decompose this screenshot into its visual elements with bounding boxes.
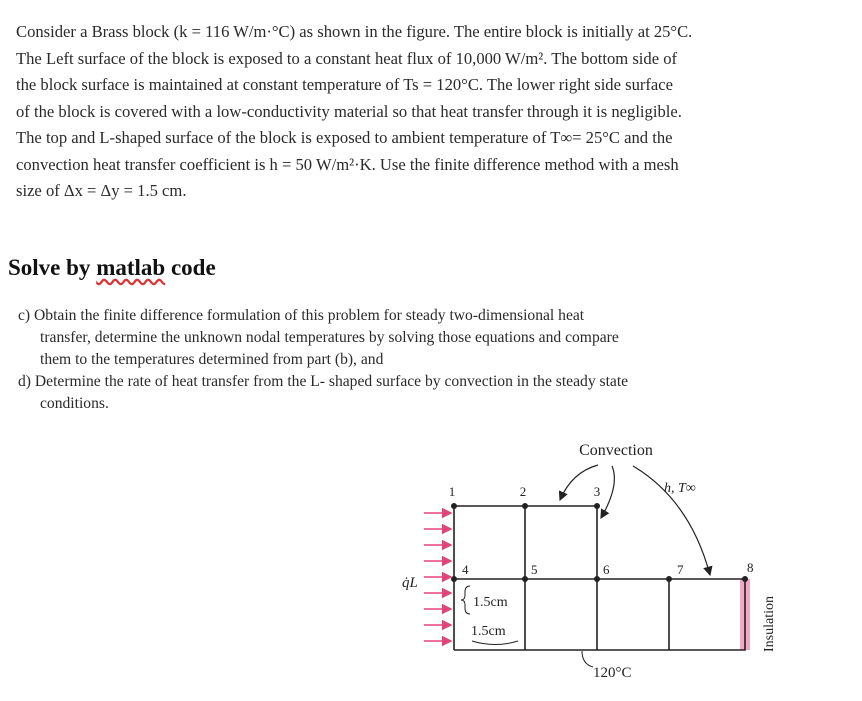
part-d-line-1: d) Determine the rate of heat transfer from the L- shaped surface by convection in the steady state: [18, 373, 629, 390]
node-2: [522, 503, 528, 509]
h-tinf-label: h, T∞: [664, 481, 696, 496]
problem-line-1: Consider a Brass block (k = 116 W/m·°C) as shown in the figure. The entire block is initially at 25°C.: [16, 22, 693, 41]
node-5: [522, 576, 528, 582]
bottom-temp-label: 120°C: [593, 665, 632, 681]
spacing-label-x: 1.5cm: [473, 595, 508, 610]
heading-suffix: code: [165, 255, 216, 280]
problem-line-4: of the block is covered with a low-conductivity material so that heat transfer through it is negligible.: [16, 101, 682, 121]
problem-line-2: The Left surface of the block is exposed to a constant heat flux of 10,000 W/m². The bottom side of: [16, 48, 678, 68]
part-d-line-2: conditions.: [40, 395, 109, 412]
part-c-line-2: transfer, determine the unknown nodal temperatures by solving those equations and compare: [40, 329, 619, 346]
problem-line-3: the block surface is maintained at constant temperature of Ts = 120°C. The lower right side surface: [16, 75, 674, 94]
node-label-1: 1: [448, 484, 456, 499]
node-label-3: 3: [593, 484, 601, 499]
node-label-6: 6: [603, 562, 610, 577]
bottom-temp-leader: [582, 651, 593, 667]
node-7: [666, 576, 672, 582]
part-c-line-1: c) Obtain the finite difference formulation of this problem for steady two-dimensional heat: [18, 307, 585, 324]
node-label-7: 7: [677, 562, 684, 577]
node-4: [451, 576, 457, 582]
node-label-4: 4: [462, 562, 469, 577]
part-c-line-3: them to the temperatures determined from part (b), and: [40, 351, 384, 368]
node-3: [594, 503, 600, 509]
node-label-2: 2: [519, 484, 527, 499]
problem-line-7: size of Δx = Δy = 1.5 cm.: [16, 181, 187, 200]
part-d-label: d): [18, 373, 31, 390]
part-c-label: c): [18, 307, 31, 324]
heat-flux-arrows: [424, 513, 451, 641]
problem-line-6: convection heat transfer coefficient is h = 50 W/m²·K. Use the finite difference method with a mesh: [16, 154, 679, 174]
node-label-5: 5: [531, 562, 538, 577]
problem-line-5: The top and L-shaped surface of the block is exposed to ambient temperature of T∞= 25°C and the: [16, 128, 673, 147]
convection-label: Convection: [579, 442, 653, 459]
heading-keyword: matlab: [96, 255, 166, 280]
heading-prefix: Solve by: [8, 255, 97, 280]
node-8: [742, 576, 748, 582]
spacing-label-y: 1.5cm: [471, 624, 506, 639]
spacing-brace-1: [461, 586, 470, 614]
heat-flux-label: q̇L: [402, 575, 418, 591]
node-1: [451, 503, 457, 509]
spacing-brace-2: [472, 641, 518, 645]
node-label-8: 8: [747, 560, 754, 575]
mesh-nodes: [451, 503, 748, 582]
insulation-label: Insulation: [762, 596, 777, 652]
node-6: [594, 576, 600, 582]
